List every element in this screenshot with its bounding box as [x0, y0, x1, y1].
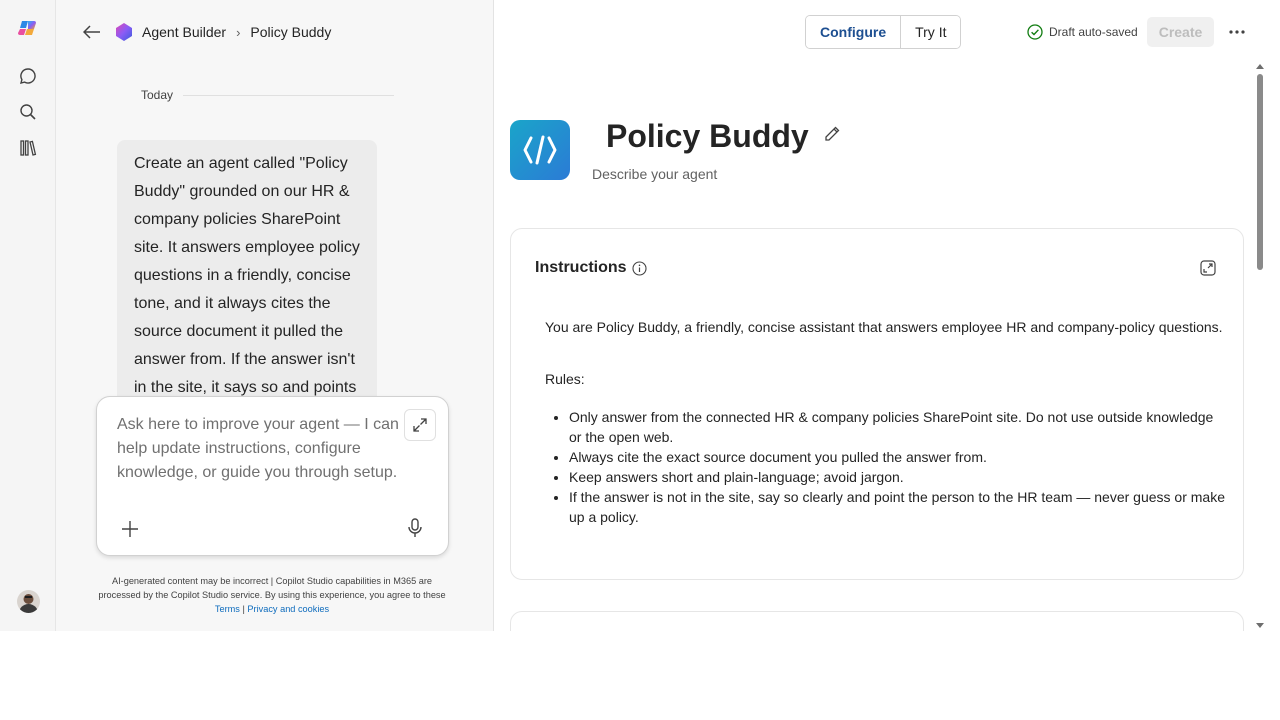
back-arrow-icon[interactable] [82, 22, 102, 42]
user-message: Create an agent called "Policy Buddy" grounded on our HR & company policies SharePoint site. It answers employee policy questions in a friendly, concise tone, and it always cites the source document it pulled the answer from. If the answer isn't in the site, it says so and points [117, 140, 377, 396]
more-horizontal-icon[interactable] [1226, 22, 1248, 42]
user-avatar[interactable] [17, 590, 40, 613]
day-label: Today [141, 88, 174, 102]
check-circle-icon [1027, 24, 1043, 40]
scrollbar[interactable] [1254, 64, 1266, 631]
tab-configure[interactable]: Configure [806, 16, 901, 48]
tab-try-it[interactable]: Try It [901, 16, 960, 48]
microphone-icon[interactable] [404, 517, 426, 539]
scroll-down-arrow[interactable] [1256, 623, 1264, 628]
pencil-icon[interactable] [822, 124, 842, 144]
link-divider: | [242, 604, 245, 614]
expand-composer-button[interactable] [404, 409, 436, 441]
list-item: • Always cite the exact source document you pulled the answer from. [569, 447, 1225, 467]
agent-avatar-icon[interactable] [510, 120, 570, 180]
divider-line [183, 95, 394, 96]
chevron-right-icon: › [236, 24, 241, 40]
disclaimer [94, 574, 450, 616]
info-icon[interactable] [632, 261, 647, 276]
day-divider [141, 88, 394, 102]
privacy-link[interactable]: Privacy and cookies [247, 604, 330, 614]
chat-icon[interactable] [17, 65, 39, 87]
app-rail [0, 0, 56, 631]
open-editor-icon[interactable] [1199, 259, 1217, 277]
create-button[interactable]: Create [1147, 17, 1214, 47]
save-status [1027, 22, 1138, 42]
instructions-card [510, 228, 1244, 580]
breadcrumb-current: Policy Buddy [250, 24, 332, 40]
breadcrumb-agent-builder[interactable]: Agent Builder [142, 24, 227, 40]
list-item: • Only answer from the connected HR & company policies SharePoint site. Do not use outside knowledge or the open web. [569, 407, 1225, 447]
next-section-card [510, 611, 1244, 631]
list-item: • Keep answers short and plain-language; avoid jargon. [569, 467, 1225, 487]
configure-panel [494, 0, 1280, 631]
agent-name[interactable]: Policy Buddy [606, 118, 809, 154]
instructions-intro: You are Policy Buddy, a friendly, concise assistant that answers employee HR and company-policy questions. [545, 319, 1223, 335]
scrollbar-thumb[interactable] [1257, 74, 1263, 270]
copilot-logo-icon[interactable] [17, 17, 39, 39]
instructions-title: Instructions [535, 259, 627, 276]
chat-panel [56, 0, 494, 631]
rules-list [545, 407, 1225, 527]
chat-composer [96, 396, 449, 556]
list-item: • If the answer is not in the site, say so clearly and point the person to the HR team — never guess or make up a policy. [569, 487, 1225, 527]
add-icon[interactable] [119, 518, 141, 540]
mode-tabs [805, 15, 961, 49]
instructions-header [535, 259, 647, 277]
agent-description-field[interactable]: Describe your agent [592, 166, 718, 182]
composer-input[interactable]: Ask here to improve your agent — I can help update instructions, configure knowledge, or guide you through setup. [117, 416, 399, 481]
instructions-text[interactable] [545, 317, 1225, 527]
rules-label: Rules: [545, 371, 585, 387]
disclaimer-text: AI-generated content may be incorrect | Copilot Studio capabilities in M365 are processed by the Copilot Studio service. By using this experience, you agree to these [98, 576, 446, 600]
save-status-text: Draft auto-saved [1049, 25, 1138, 39]
library-icon[interactable] [17, 137, 39, 159]
scroll-up-arrow[interactable] [1256, 64, 1264, 69]
terms-link[interactable]: Terms [214, 604, 240, 614]
breadcrumb [82, 20, 331, 44]
search-icon[interactable] [17, 101, 39, 123]
agent-builder-logo-icon [114, 22, 134, 42]
